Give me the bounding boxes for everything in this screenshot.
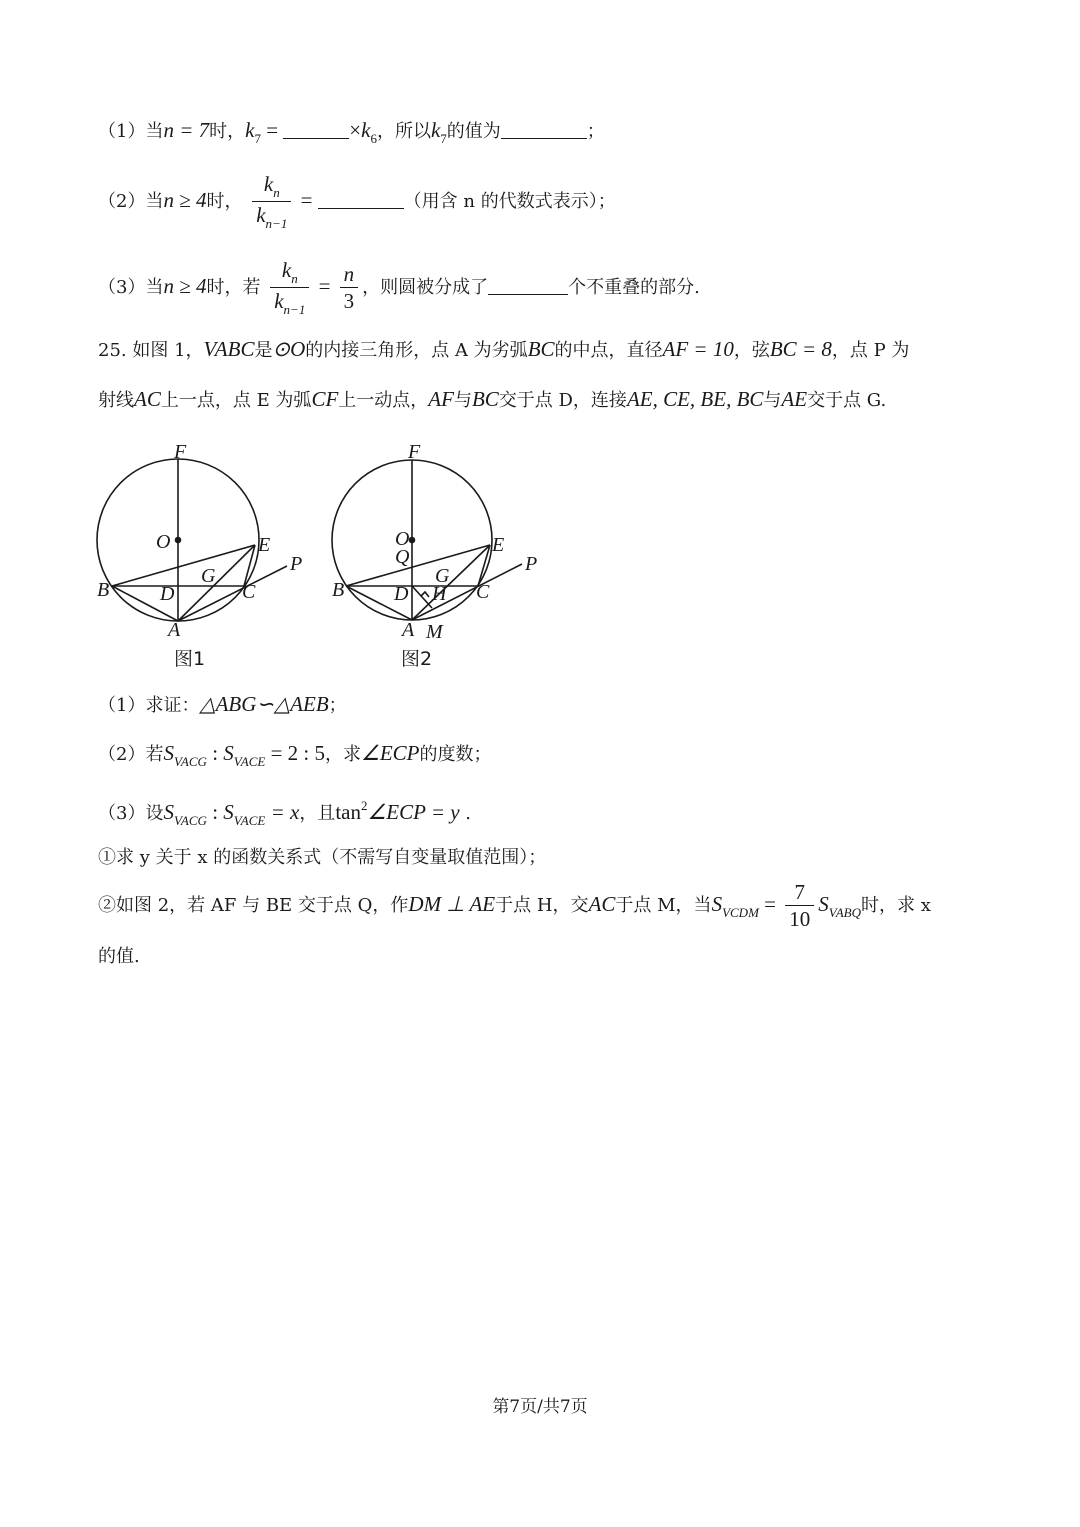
- fraction: $\frac{7}{10}$: [785, 882, 814, 930]
- problem-25-line2: 射线AC上一点，点 E 为弧CF上一动点，AF与BC交于点 D，连接AE, CE, BE, BC与AE交于点 G.: [98, 387, 887, 411]
- label-c-2: C: [476, 581, 490, 603]
- label-b-2: B: [332, 579, 345, 601]
- answer-blank: [501, 120, 587, 139]
- q24-part3: （3）当n ≥ 4时，若 $\frac{k_n}{k_{n-1}}$ = $\frac{n}{3}$ ，则圆被分成了 个不重叠的部分.: [98, 258, 700, 317]
- label-f: F: [174, 441, 187, 463]
- segment-ac-ray: [178, 566, 287, 621]
- label-f-2: F: [408, 441, 421, 463]
- fraction: $\frac{k_n}{k_{n-1}}$: [252, 174, 291, 230]
- center-dot: [176, 538, 181, 543]
- label-e: E: [258, 534, 271, 556]
- label-e-2: E: [492, 534, 505, 556]
- figure-2-labels: [332, 441, 537, 640]
- label-p: P: [290, 553, 303, 575]
- center-dot-2: [410, 538, 415, 543]
- page-footer: 第7页/共7页: [492, 1397, 588, 1417]
- q24-part2: （2）当n ≥ 4时， $\frac{k_n}{k_{n-1}}$ = （用含 n 的代数式表示）；: [98, 172, 616, 231]
- label-g: G: [201, 565, 216, 587]
- segment-ac-ray-2: [412, 564, 522, 620]
- q25-part1: （1）求证：△ABG∽△AEB；: [98, 692, 347, 716]
- figure-1-caption: 图1: [174, 648, 206, 670]
- problem-25-line1: 25. 如图 1，VABC是⊙O的内接三角形，点 A 为劣弧BC的中点，直径AF = 10，弦BC = 8，点 P 为: [98, 337, 910, 361]
- label-d-2: D: [394, 583, 409, 605]
- q25-part3-sub1: ①求 y 关于 x 的函数关系式（不需写自变量取值范围）；: [98, 847, 547, 868]
- label-p-2: P: [525, 553, 538, 575]
- q25-part3: （3）设$S_{VACG}$ : $S_{VACE} = x$，且$\tan^2\angle ECP = y$ .: [98, 798, 472, 828]
- label-g-2: G: [435, 565, 450, 587]
- q24-part1: （1）当n = 7时，$k_7 = \times k_6$，所以$k_7$的值为 ；: [98, 118, 605, 146]
- label-o: O: [156, 531, 171, 553]
- label-h: H: [432, 583, 447, 605]
- label-c: C: [242, 581, 256, 603]
- q25-part3-sub2-cont: 的值.: [98, 946, 140, 967]
- fraction: $\frac{n}{3}$: [340, 264, 359, 312]
- fraction: $\frac{k_n}{k_{n-1}}$: [270, 260, 309, 316]
- label-q: Q: [395, 546, 410, 568]
- label-b: B: [97, 579, 110, 601]
- label-o-2: O: [395, 528, 410, 550]
- answer-blank: [283, 120, 349, 139]
- label-m: M: [426, 621, 443, 640]
- q25-part2: （2）若$S_{VACG}$ : $S_{VACE} = 2$ : 5，求∠ECP的度数；: [98, 741, 492, 769]
- label-a-2: A: [402, 619, 415, 640]
- answer-blank: [488, 276, 568, 295]
- label-d: D: [160, 583, 175, 605]
- q25-part3-sub2: ②如图 2，若 AF 与 BE 交于点 Q，作DM ⊥ AE于点 H，交AC于点 M，当$S_{VCDM}$ = $\frac{7}{10}$ $S_{VABQ}$时，求 x: [98, 880, 931, 931]
- label-a: A: [168, 619, 181, 640]
- answer-blank: [318, 190, 404, 209]
- figure-2-caption: 图2: [401, 648, 433, 670]
- geometry-figures: [90, 440, 670, 640]
